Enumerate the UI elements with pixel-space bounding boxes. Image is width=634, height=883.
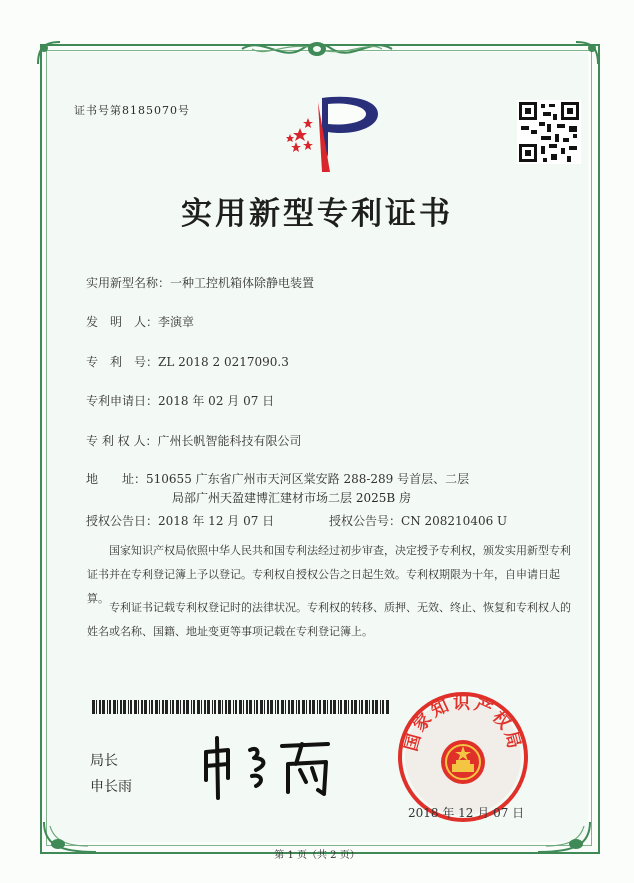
barcode-bar <box>191 700 192 714</box>
barcode-bar <box>109 700 111 714</box>
barcode-bar <box>138 700 139 714</box>
barcode-bar <box>369 700 370 714</box>
barcode-bar <box>172 700 174 714</box>
filing-date-row <box>86 392 274 409</box>
barcode-bar <box>130 700 132 714</box>
barcode-bar <box>327 700 328 714</box>
legal-status-paragraph: 专利证书记载专利权登记时的法律状况。专利权的转移、质押、无效、终止、恢复和专利权人的姓名或名称、国籍、地址变更等事项记载在专利登记簿上。 <box>87 601 571 638</box>
barcode-bar <box>204 700 206 714</box>
barcode-bar <box>317 700 318 714</box>
barcode-bar <box>235 700 237 714</box>
barcode-bar <box>162 700 164 714</box>
patentee-row <box>86 432 301 449</box>
barcode-bar <box>288 700 290 714</box>
barcode-bar <box>330 700 332 714</box>
corner-ornament-top-right <box>572 38 602 68</box>
barcode-bar <box>344 700 347 714</box>
grant-number-row <box>329 512 507 529</box>
barcode-bar <box>212 700 213 714</box>
barcode-bar <box>338 700 339 714</box>
barcode-bar <box>296 700 297 714</box>
barcode-bar <box>151 700 153 714</box>
barcode-bar <box>306 700 307 714</box>
barcode-bar <box>197 700 200 714</box>
barcode-bar <box>144 700 147 714</box>
patentee-value: 广州长帆智能科技有限公司 <box>157 434 302 448</box>
barcode-bar <box>386 700 389 714</box>
grant-date-label: 授权公告日： <box>86 514 159 528</box>
director-name: 申长雨 <box>90 779 132 795</box>
barcode-bar <box>128 700 129 714</box>
address-line-1: 510655 广东省广州市天河区棠安路 288-289 号首层、二层 <box>146 472 470 486</box>
certificate-title: 实用新型专利证书 <box>181 196 453 232</box>
barcode-bar <box>281 700 284 714</box>
barcode-bar <box>380 700 381 714</box>
barcode-bar <box>233 700 234 714</box>
corner-ornament-top-left <box>34 38 64 68</box>
patent-number-row <box>86 353 289 370</box>
patent-number-value: ZL 2018 2 0217090.3 <box>158 355 289 369</box>
certificate-number: 证书号第8185070号 <box>74 104 190 117</box>
barcode-bar <box>333 700 336 714</box>
barcode-bar <box>312 700 315 714</box>
address-row <box>86 470 469 487</box>
barcode-bar <box>285 700 286 714</box>
barcode-bar <box>260 700 263 714</box>
barcode-bar <box>186 700 189 714</box>
barcode-bar <box>176 700 179 714</box>
grant-number-label: 授权公告号： <box>329 514 402 528</box>
barcode-bar <box>264 700 265 714</box>
barcode-bar <box>270 700 273 714</box>
patentee-label: 专 利 权 人： <box>86 434 158 448</box>
barcode-bar <box>348 700 349 714</box>
barcode <box>92 700 392 714</box>
barcode-bar <box>123 700 126 714</box>
inventor-label: 发 明 人： <box>86 315 159 329</box>
barcode-bar <box>225 700 227 714</box>
barcode-bar <box>239 700 242 714</box>
barcode-bar <box>254 700 255 714</box>
seal-text: 国家知识产权局 <box>401 693 525 754</box>
barcode-bar <box>141 700 143 714</box>
barcode-bar <box>275 700 276 714</box>
barcode-bar <box>207 700 210 714</box>
barcode-bar <box>222 700 223 714</box>
barcode-bar <box>183 700 185 714</box>
barcode-bar <box>372 700 374 714</box>
barcode-bar <box>149 700 150 714</box>
grant-date-row <box>86 512 274 529</box>
grant-number-value: CN 208210406 U <box>401 514 508 528</box>
barcode-bar <box>96 700 97 714</box>
utility-model-name-value: 一种工控机箱体除静电装置 <box>170 276 315 290</box>
barcode-bar <box>365 700 368 714</box>
address-label: 地 址： <box>86 472 147 486</box>
barcode-bar <box>382 700 384 714</box>
barcode-bar <box>180 700 181 714</box>
barcode-bar <box>309 700 311 714</box>
barcode-bar <box>99 700 101 714</box>
barcode-bar <box>267 700 269 714</box>
barcode-bar <box>170 700 171 714</box>
barcode-bar <box>92 700 95 714</box>
barcode-bar <box>277 700 279 714</box>
inventor-row <box>86 313 194 330</box>
barcode-bar <box>291 700 294 714</box>
barcode-bar <box>107 700 108 714</box>
barcode-bar <box>351 700 353 714</box>
barcode-bar <box>243 700 244 714</box>
barcode-bar <box>117 700 118 714</box>
barcode-bar <box>218 700 221 714</box>
barcode-bar <box>214 700 216 714</box>
grant-paragraph: 国家知识产权局依照中华人民共和国专利法经过初步审查，决定授予专利权，颁发实用新型专利证书并在专利登记簿上予以登记。专利权自授权公告之日起生效。专利权期限为十年，自申请日起算。 <box>87 544 571 605</box>
address-line-2: 局部广州天盈建博汇建材市场二层 2025B 房 <box>172 491 411 505</box>
barcode-bar <box>201 700 202 714</box>
barcode-bar <box>298 700 300 714</box>
national-emblem-icon <box>441 740 485 784</box>
barcode-bar <box>102 700 105 714</box>
barcode-bar <box>256 700 258 714</box>
barcode-bar <box>319 700 321 714</box>
barcode-bar <box>323 700 326 714</box>
barcode-bar <box>340 700 342 714</box>
filing-date-value: 2018 年 02 月 07 日 <box>158 394 275 408</box>
barcode-bar <box>375 700 378 714</box>
filing-date-label: 专利申请日： <box>86 394 159 408</box>
utility-model-name-label: 实用新型名称： <box>86 276 171 290</box>
cnipa-logo <box>282 92 382 174</box>
barcode-bar <box>359 700 360 714</box>
barcode-bar <box>302 700 305 714</box>
barcode-bar <box>113 700 116 714</box>
barcode-bar <box>228 700 231 714</box>
barcode-bar <box>354 700 357 714</box>
barcode-bar <box>155 700 158 714</box>
seal-date: 2018 年 12 月 07 日 <box>408 806 525 820</box>
qr-code <box>517 100 581 164</box>
barcode-bar <box>249 700 252 714</box>
top-ornament <box>232 36 402 62</box>
inventor-value: 李演章 <box>158 315 195 329</box>
page-footer: 第 1 页（共 2 页） <box>274 850 360 861</box>
utility-model-name-row <box>86 274 314 291</box>
patent-number-label: 专 利 号： <box>86 355 159 369</box>
barcode-bar <box>246 700 248 714</box>
director-signature <box>198 728 338 804</box>
barcode-bar <box>159 700 160 714</box>
barcode-bar <box>193 700 195 714</box>
grant-date-value: 2018 年 12 月 07 日 <box>158 514 275 528</box>
barcode-bar <box>120 700 122 714</box>
barcode-bar <box>165 700 168 714</box>
barcode-bar <box>361 700 363 714</box>
director-title: 局长 <box>90 753 118 769</box>
barcode-bar <box>134 700 137 714</box>
